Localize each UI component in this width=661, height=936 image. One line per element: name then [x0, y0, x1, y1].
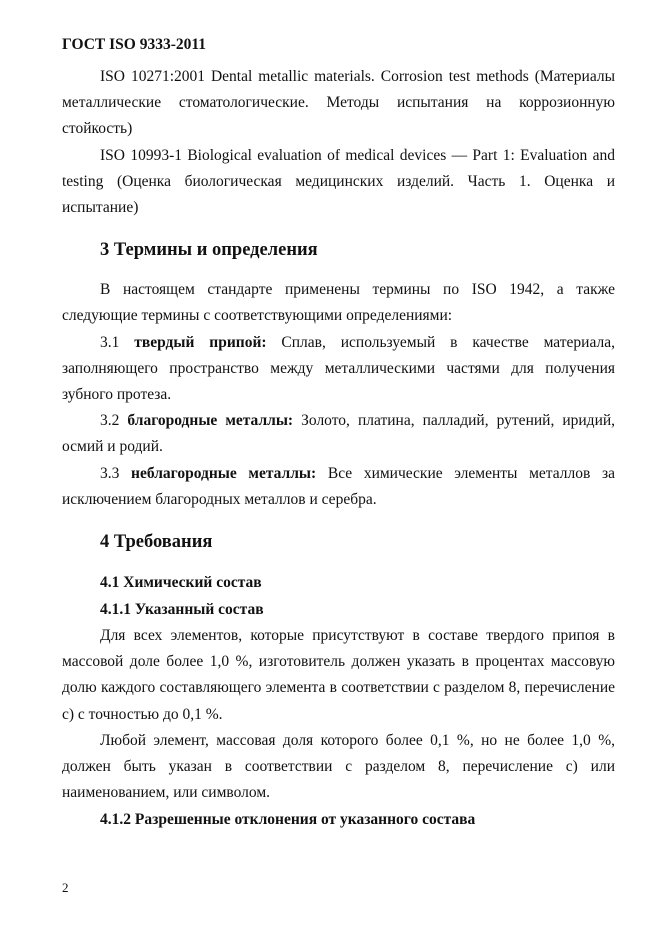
term-3-1	[62, 330, 615, 409]
term-name: неблагородные металлы:	[131, 464, 317, 482]
section-3-heading: 3 Термины и определения	[100, 240, 318, 261]
term-number: 3.1	[100, 333, 120, 351]
paragraph: Для всех элементов, которые присутствуют в составе твердого припоя в массовой доле более 1,0 %, изготовитель должен указать в процентах массовую долю каждого составляющего элемента в соответствии с разделом 8, перечисление с) с точностью до 0,1 %.	[62, 627, 615, 723]
subsection-4-1-heading: 4.1 Химический состав	[100, 574, 262, 592]
section-3-intro: В настоящем стандарте применены термины по ISO 1942, а также следующие термины с соответствующими определениями:	[62, 281, 615, 325]
reference-item: ISO 10993-1 Biological evaluation of medical devices — Part 1: Evaluation and testing (Оценка биологическая медицинских изделий. Часть 1. Оценка и испытание)	[62, 146, 615, 217]
term-definition: Все химические элементы металлов за исключением благородных металлов и серебра.	[62, 464, 616, 508]
term-name: благородные металлы:	[127, 412, 294, 430]
term-definition: Золото, платина, палладий, рутений, иридий, осмий и родий.	[62, 412, 616, 456]
term-name: твердый припой:	[134, 333, 267, 351]
term-number: 3.2	[100, 412, 120, 430]
term-definition: Сплав, используемый в качестве материала, заполняющего пространство между металлическими частями для получения зубного протеза.	[62, 333, 615, 404]
reference-item: ISO 10271:2001 Dental metallic materials. Corrosion test methods (Материалы металлические стоматологические. Методы испытания на коррозионную стойкость)	[62, 68, 615, 138]
paragraph: Любой элемент, массовая доля которого более 0,1 %, но не более 1,0 %, должен быть указан в соответствии с разделом 8, перечисление с) или наименованием, или символом.	[62, 731, 615, 802]
page-number: 2	[62, 880, 69, 895]
subsection-4-1-2-heading: 4.1.2 Разрешенные отклонения от указанного состава	[100, 811, 476, 829]
term-3-3	[62, 461, 615, 513]
term-number: 3.3	[100, 464, 120, 482]
subsection-4-1-1-heading: 4.1.1 Указанный состав	[100, 601, 264, 619]
page-body	[62, 64, 615, 833]
section-4-heading: 4 Требования	[100, 532, 213, 553]
document-header: ГОСТ ISO 9333-2011	[62, 36, 207, 53]
term-3-2	[62, 408, 615, 460]
